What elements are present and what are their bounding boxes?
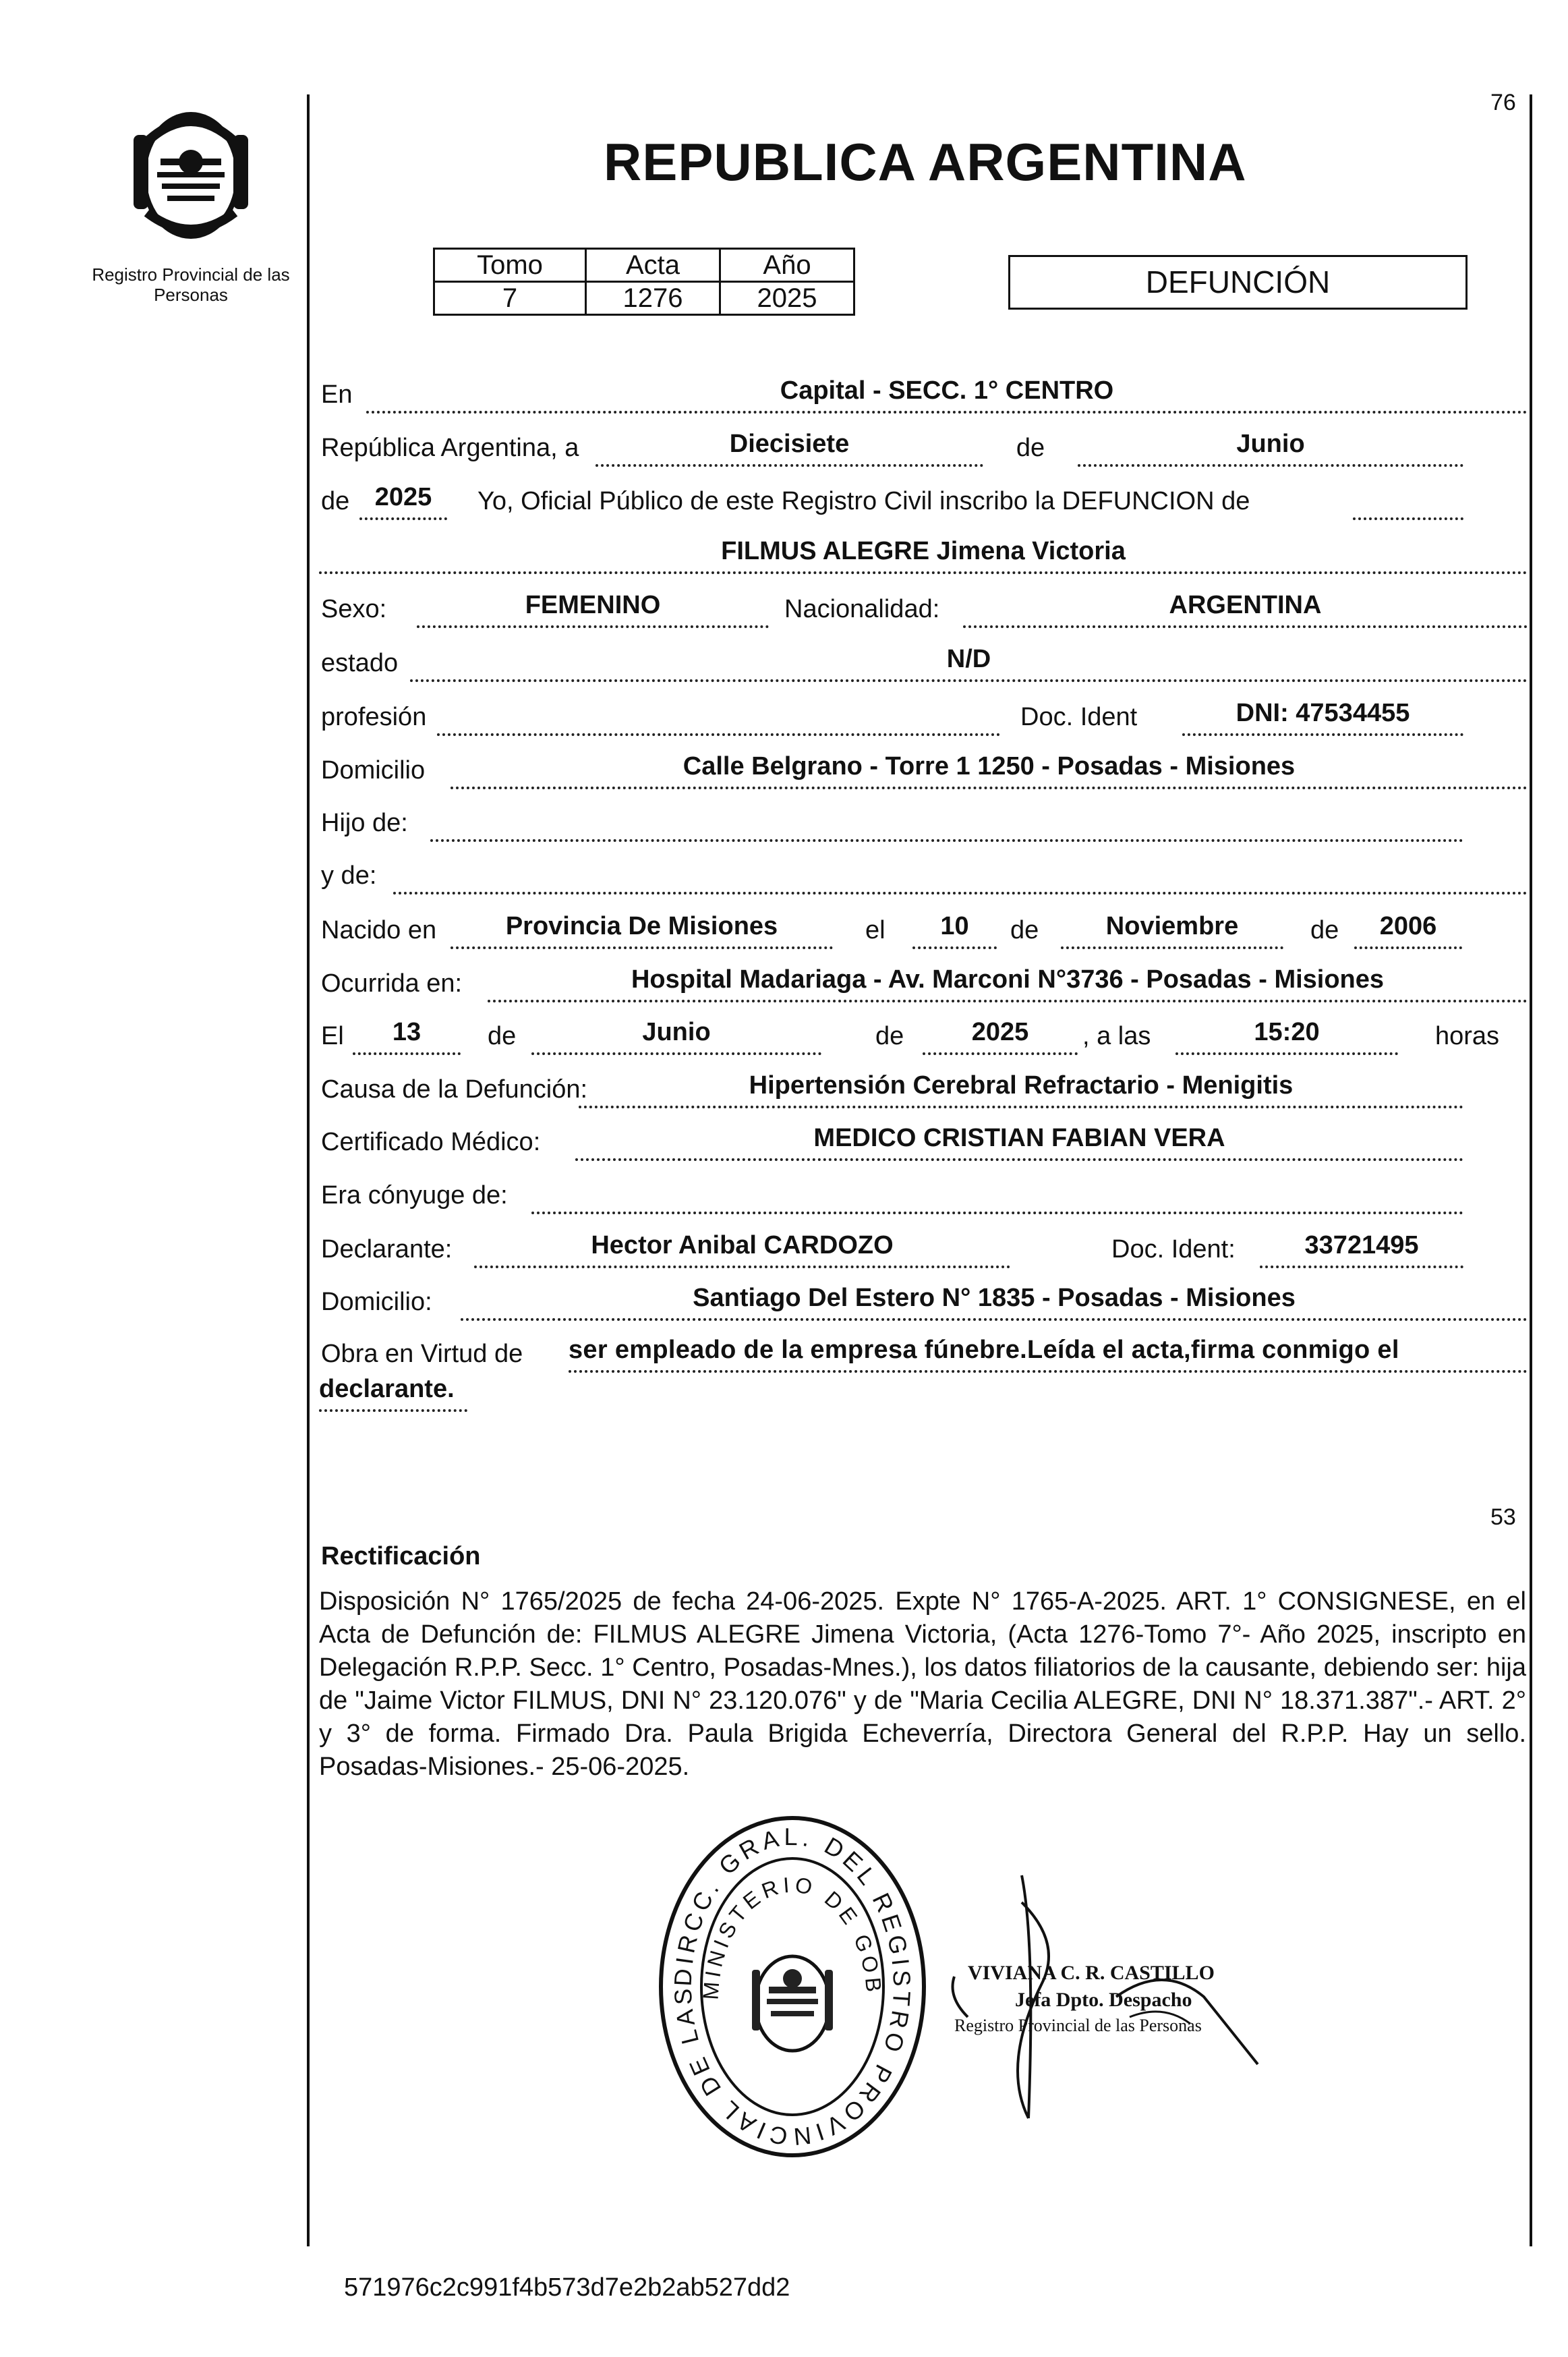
obra-value-1: ser empleado de la empresa fúnebre.Leída el acta,firma conmigo el	[569, 1336, 1399, 1364]
certificado-label: Certificado Médico:	[321, 1128, 541, 1156]
obra-label: Obra en Virtud de	[321, 1340, 523, 1368]
decl-doc-label: Doc. Ident:	[1111, 1235, 1236, 1263]
row-date	[319, 428, 1528, 472]
row-hijo	[319, 803, 1528, 847]
nacido-field	[451, 907, 833, 949]
obra-field-2	[319, 1370, 467, 1412]
decl-domicilio-label: Domicilio:	[321, 1288, 432, 1316]
estado-field	[410, 640, 1528, 682]
certificado-value: MEDICO CRISTIAN FABIAN VERA	[813, 1124, 1225, 1152]
obra-field-1	[569, 1331, 1528, 1373]
birth-day: 10	[940, 912, 969, 940]
rectificacion-text: Disposición N° 1765/2025 de fecha 24-06-2025. Expte N° 1765-A-2025. ART. 1° CONSIGNESE, en el Acta de Defunción de: FILMUS ALEGRE Jimena Victoria, (Acta 1276-Tomo 7°- Año 2025, inscripto en Delegación R.P.P. Secc. 1° Centro, Posadas-Mnes.), los datos filiatorios de la causante, debiendo ser: hija de "Jaime Victor FILMUS, DNI N° 23.120.076" y de "Maria Cecilia ALEGRE, DNI N° 18.371.387".- ART. 2° y 3° de forma. Firmado Dra. Paula Brigida Echeverría, Directora General del R.P.P. Hay un sello. Posadas-Misiones.- 25-06-2025.	[319, 1587, 1526, 1781]
certificado-field	[575, 1119, 1463, 1161]
causa-field	[579, 1067, 1463, 1108]
en-value: Capital - SECC. 1° CENTRO	[780, 376, 1114, 405]
row-obra	[319, 1334, 1528, 1378]
death-month-field	[531, 1013, 821, 1055]
document-hash: 571976c2c991f4b573d7e2b2ab527dd2	[344, 2273, 790, 2302]
causa-label: Causa de la Defunción:	[321, 1075, 588, 1104]
row-nacido	[319, 910, 1528, 955]
estado-label: estado	[321, 649, 399, 677]
ocurrida-value: Hospital Madariaga - Av. Marconi N°3736 - Posadas - Misiones	[631, 965, 1385, 994]
row-causa	[319, 1069, 1528, 1114]
nacido-value: Provincia De Misiones	[505, 912, 778, 940]
ocurrida-field	[488, 961, 1528, 1002]
inscribo-text: Yo, Oficial Público de este Registro Civil inscribo la DEFUNCION de	[477, 487, 1250, 515]
causa-value: Hipertensión Cerebral Refractario - Menigitis	[749, 1071, 1294, 1100]
domicilio-value: Calle Belgrano - Torre 1 1250 - Posadas - Misiones	[683, 752, 1296, 780]
seal-outer-text: DIRCC. GRAL. DEL REGISTRO PROVINCIAL DE LAS	[668, 1822, 917, 2151]
day-field	[596, 425, 983, 467]
row-en	[319, 374, 1528, 419]
row-declarante	[319, 1229, 1528, 1274]
sexo-field	[417, 586, 769, 628]
row-domicilio	[319, 750, 1528, 795]
de-label-3: de	[1010, 916, 1039, 944]
rectificacion-title: Rectificación	[321, 1542, 481, 1570]
declarante-value: Hector Anibal CARDOZO	[591, 1231, 894, 1259]
doc-ident-value: DNI: 47534455	[1236, 699, 1410, 727]
birth-year-field	[1354, 907, 1462, 949]
signature-block	[941, 1862, 1291, 2132]
row-sexo	[319, 589, 1528, 633]
row-decl-domicilio	[319, 1282, 1528, 1326]
conyuge-field	[531, 1172, 1463, 1214]
row-estado	[319, 643, 1528, 687]
row-certificado	[319, 1122, 1528, 1166]
nacionalidad-field	[963, 586, 1528, 628]
value-anio: 2025	[720, 282, 854, 315]
header-tomo: Tomo	[434, 249, 586, 282]
register-table	[433, 248, 855, 316]
decl-domicilio-value: Santiago Del Estero N° 1835 - Posadas - Misiones	[693, 1284, 1296, 1312]
official-seal	[651, 1811, 934, 2162]
year-value: 2025	[374, 483, 432, 511]
seal-inner-text: MINISTERIO DE GOB	[698, 1872, 887, 2001]
death-time: 15:20	[1254, 1018, 1320, 1046]
horas-label: horas	[1435, 1022, 1500, 1050]
nacido-label: Nacido en	[321, 916, 437, 944]
row-year	[319, 481, 1528, 526]
row-conyuge	[319, 1175, 1528, 1220]
nacionalidad-label: Nacionalidad:	[784, 595, 940, 623]
decl-doc-value: 33721495	[1304, 1231, 1419, 1259]
birth-month: Noviembre	[1105, 912, 1239, 940]
republica-label: República Argentina, a	[321, 434, 579, 462]
header-acta: Acta	[586, 249, 720, 282]
death-year-field	[923, 1013, 1078, 1055]
row-ocurrida	[319, 963, 1528, 1008]
day-value: Diecisiete	[729, 430, 850, 458]
right-margin-rule	[1530, 94, 1532, 2246]
domicilio-field	[451, 747, 1528, 789]
registry-name: Registro Provincial de las Personas	[92, 264, 290, 305]
province-logo	[120, 94, 262, 250]
declarante-label: Declarante:	[321, 1235, 453, 1263]
decl-doc-field	[1260, 1226, 1463, 1268]
year-field	[359, 478, 447, 520]
page-number-top: 76	[1490, 90, 1516, 115]
deceased-name: FILMUS ALEGRE Jimena Victoria	[721, 537, 1126, 565]
de-label-5: de	[488, 1022, 517, 1050]
domicilio-label: Domicilio	[321, 756, 426, 785]
de-label-6: de	[875, 1022, 904, 1050]
conyuge-label: Era cónyuge de:	[321, 1181, 508, 1210]
de-label-4: de	[1310, 916, 1339, 944]
row-yde	[319, 855, 1528, 900]
el-label: el	[865, 916, 885, 944]
en-label: En	[321, 380, 353, 409]
month-value: Junio	[1236, 430, 1305, 458]
de-label-1: de	[1016, 434, 1045, 462]
obra-value-2: declarante.	[319, 1375, 455, 1403]
birth-year: 2006	[1379, 912, 1437, 940]
record-type-box: DEFUNCIÓN	[1008, 255, 1468, 310]
sexo-value: FEMENINO	[525, 591, 661, 619]
row-death-date	[319, 1016, 1528, 1060]
decl-domicilio-field	[461, 1279, 1528, 1321]
stamp-office: Registro Provincial de las Personas	[954, 2016, 1202, 2035]
deceased-name-field	[319, 532, 1528, 574]
profesion-field	[437, 694, 1000, 736]
birth-month-field	[1061, 907, 1283, 949]
row-profesion	[319, 697, 1528, 741]
yde-field	[393, 853, 1528, 894]
death-day: 13	[392, 1018, 422, 1046]
hijo-field	[430, 800, 1463, 842]
birth-day-field	[912, 907, 997, 949]
de-label-2: de	[321, 487, 350, 515]
inscribo-field	[1353, 478, 1463, 520]
doc-ident-label: Doc. Ident	[1020, 703, 1138, 731]
page-number-mid: 53	[1490, 1504, 1516, 1530]
value-acta: 1276	[586, 282, 720, 315]
row-obra-2	[319, 1373, 1528, 1417]
doc-ident-field	[1182, 694, 1463, 736]
declarante-field	[474, 1226, 1010, 1268]
header-anio: Año	[720, 249, 854, 282]
profesion-label: profesión	[321, 703, 427, 731]
value-tomo: 7	[434, 282, 586, 315]
month-field	[1078, 425, 1463, 467]
en-field	[366, 372, 1528, 414]
yde-label: y de:	[321, 861, 377, 890]
country-title: REPUBLICA ARGENTINA	[604, 132, 1247, 192]
stamp-name: VIVIANA C. R. CASTILLO	[968, 1962, 1215, 1984]
death-time-field	[1175, 1013, 1398, 1055]
row-name	[319, 535, 1528, 579]
sexo-label: Sexo:	[321, 595, 387, 623]
left-margin-rule	[307, 94, 310, 2246]
death-month: Junio	[642, 1018, 711, 1046]
death-day-field	[353, 1013, 461, 1055]
el-label-2: El	[321, 1022, 344, 1050]
death-year: 2025	[971, 1018, 1029, 1046]
alas-label: , a las	[1082, 1022, 1151, 1050]
stamp-title: Jefa Dpto. Despacho	[1015, 1989, 1192, 2011]
nacionalidad-value: ARGENTINA	[1169, 591, 1322, 619]
hijo-label: Hijo de:	[321, 809, 408, 837]
estado-value: N/D	[946, 645, 991, 673]
ocurrida-label: Ocurrida en:	[321, 969, 463, 998]
